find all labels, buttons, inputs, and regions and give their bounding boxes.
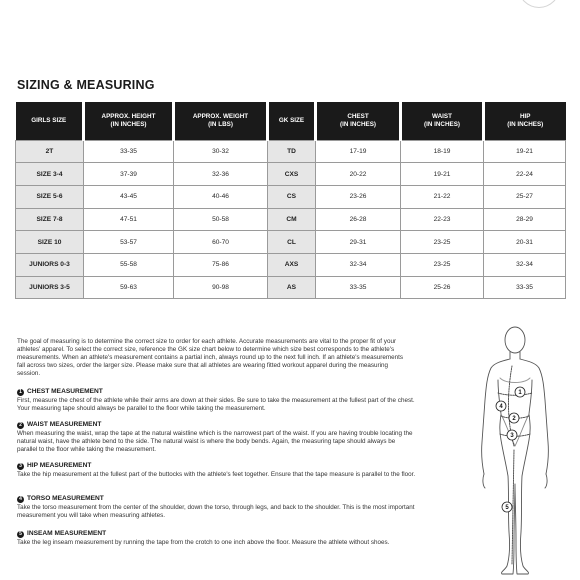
measurement-markers [496,387,525,512]
cell-waist: 18-19 [401,140,484,163]
cell-height: 43-45 [84,185,174,208]
cell-weight: 32-36 [174,163,268,186]
header-text: (IN INCHES) [110,120,147,128]
header-text: HIP [520,112,531,120]
cell-gk-size: TD [268,140,316,163]
cell-hip: 32-34 [484,253,566,276]
page-title: SIZING & MEASURING [17,78,155,92]
section-body: Take the leg inseam measurement by running the tape from the crotch to one inch above the floor. Measure the athlete without shoes. [17,538,390,546]
cell-height: 47-51 [84,208,174,231]
section-heading: HIP MEASUREMENT [27,462,92,469]
cell-girls-size: JUNIORS 0-3 [16,253,84,276]
cell-gk-size: AXS [268,253,316,276]
table-row [16,253,566,276]
step-number: 3 [17,463,24,470]
cell-height: 53-57 [84,231,174,254]
body-figure-illustration [470,318,560,580]
header-chest [316,102,401,140]
section-body: When measuring the waist, wrap the tape at the natural waistline which is the narrowest part of the waist. If you are having trouble locating the natural waist, have the athlete bend to the side. The natural waist is where the body bends. Again, the measuring tape should always be parallel to the floor while taking the measurement. [17,429,413,453]
cell-weight: 50-58 [174,208,268,231]
section-hip [17,462,417,479]
cell-girls-size: SIZE 5-6 [16,185,84,208]
cell-weight: 30-32 [174,140,268,163]
header-text: (IN LBS) [208,120,233,128]
cell-chest: 23-26 [316,185,401,208]
marker-label: 1 [518,390,522,397]
cell-girls-size: SIZE 3-4 [16,163,84,186]
header-text: (IN INCHES) [339,120,377,128]
header-gk-size [268,102,316,140]
header-hip [484,102,566,140]
table-row [16,163,566,186]
section-body: Take the hip measurement at the fullest part of the buttocks with the athlete's feet together. Ensure that the tape measure is parallel to the floor. [17,470,416,478]
step-number: 2 [17,422,24,429]
header-height [84,102,174,140]
cell-chest: 29-31 [316,231,401,254]
table-row [16,276,566,299]
cell-girls-size: SIZE 10 [16,231,84,254]
size-chart-table [15,102,566,299]
cell-weight: 75-86 [174,253,268,276]
header-girls-size [16,102,84,140]
cell-chest: 20-22 [316,163,401,186]
corner-button[interactable] [518,0,560,8]
section-heading: CHEST MEASUREMENT [27,388,103,395]
section-inseam [17,530,417,547]
section-heading: WAIST MEASUREMENT [27,421,102,428]
section-heading: INSEAM MEASUREMENT [27,530,107,537]
table-row [16,208,566,231]
cell-hip: 19-21 [484,140,566,163]
cell-gk-size: CM [268,208,316,231]
cell-waist: 21-22 [401,185,484,208]
marker-label: 4 [499,404,503,411]
cell-height: 59-63 [84,276,174,299]
cell-gk-size: CXS [268,163,316,186]
section-chest [17,388,417,413]
section-body: First, measure the chest of the athlete while their arms are down at their sides. Be sure to take the measurement at the fullest part of the chest. Your measuring tape should always be parallel to the floor while taking the measurement. [17,396,415,412]
cell-gk-size: AS [268,276,316,299]
header-waist [401,102,484,140]
cell-waist: 19-21 [401,163,484,186]
cell-weight: 90-98 [174,276,268,299]
cell-hip: 33-35 [484,276,566,299]
header-text: CHEST [347,112,369,120]
header-text: (IN INCHES) [423,120,461,128]
header-text: APPROX. HEIGHT [101,112,156,120]
cell-chest: 17-19 [316,140,401,163]
section-torso [17,495,417,520]
step-number: 4 [17,496,24,503]
marker-label: 5 [505,505,509,512]
cell-girls-size: JUNIORS 3-5 [16,276,84,299]
section-heading: TORSO MEASUREMENT [27,495,104,502]
table-row [16,185,566,208]
figure-head [505,327,525,353]
cell-height: 55-58 [84,253,174,276]
cell-girls-size: SIZE 7-8 [16,208,84,231]
cell-gk-size: CS [268,185,316,208]
step-number: 1 [17,389,24,396]
cell-height: 33-35 [84,140,174,163]
table-row [16,140,566,163]
cell-waist: 25-26 [401,276,484,299]
header-text: WAIST [432,112,452,120]
table-header-row [16,102,566,140]
cell-weight: 60-70 [174,231,268,254]
cell-chest: 32-34 [316,253,401,276]
cell-gk-size: CL [268,231,316,254]
cell-waist: 22-23 [401,208,484,231]
cell-waist: 23-25 [401,253,484,276]
header-weight [174,102,268,140]
cell-chest: 33-35 [316,276,401,299]
step-number: 5 [17,531,24,538]
cell-hip: 28-29 [484,208,566,231]
cell-chest: 26-28 [316,208,401,231]
cell-waist: 23-25 [401,231,484,254]
marker-label: 3 [510,433,514,440]
cell-hip: 25-27 [484,185,566,208]
header-text: GK SIZE [278,116,305,124]
cell-hip: 20-31 [484,231,566,254]
section-waist [17,421,417,454]
table-row [16,231,566,254]
header-text: (IN INCHES) [507,120,544,128]
cell-height: 37-39 [84,163,174,186]
header-text: APPROX. WEIGHT [192,112,249,120]
cell-weight: 40-46 [174,185,268,208]
header-text: GIRLS SIZE [31,116,67,124]
marker-label: 2 [512,416,516,423]
cell-girls-size: 2T [16,140,84,163]
section-body: Take the torso measurement from the center of the shoulder, down the torso, through legs, and back to the shoulder. This is the most important measurement you will take when measuring athletes. [17,503,415,519]
intro-paragraph: The goal of measuring is to determine the correct size to order for each athlete. Accurate measurements are vital to the proper fit of your athletes' apparel. To select the correct size, reference the GK size chart below to determine which size best corresponds to the athlete's measurements. When an athlete's measurement contains a partial inch, always round up to the next full inch. If an athlete's measurements fall across two sizes, order the larger size. Please make sure that all athletes are wearing fitted workout apparel during the measuring session. [17,338,404,378]
cell-hip: 22-24 [484,163,566,186]
